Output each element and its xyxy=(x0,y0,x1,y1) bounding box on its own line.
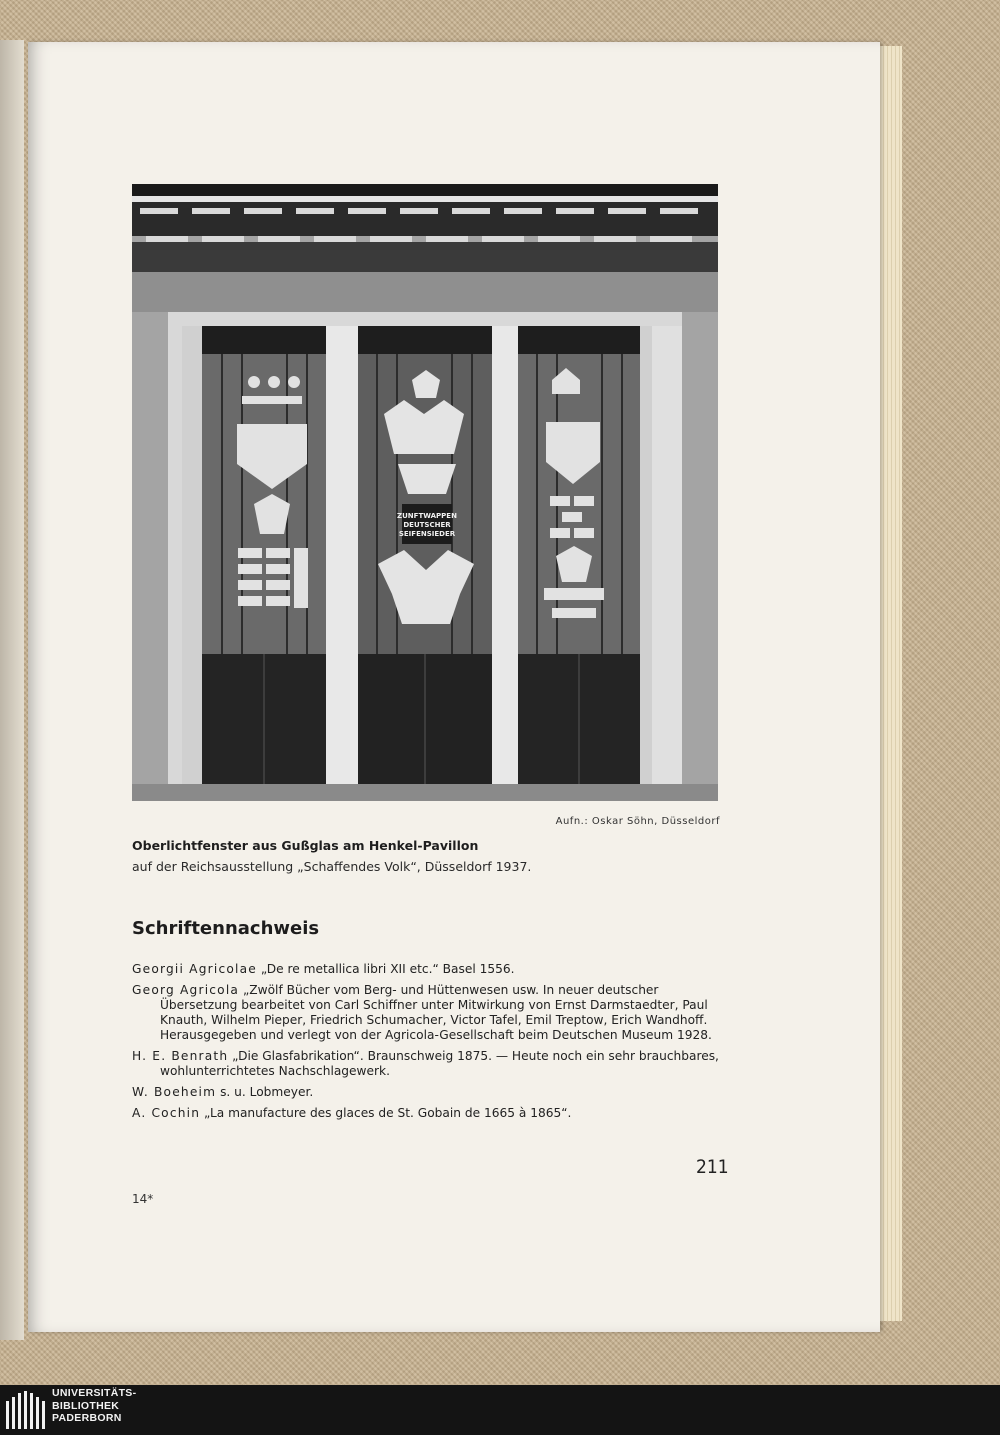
reference-list xyxy=(132,962,722,1127)
section-heading: Schriftennachweis xyxy=(132,918,320,939)
left-page-edge xyxy=(0,40,24,1340)
library-line-3: PADERBORN xyxy=(52,1412,122,1424)
reference-item xyxy=(132,1085,722,1100)
reference-author: Georgii Agricolae xyxy=(132,962,257,976)
reference-text: „Zwölf Bücher vom Berg- und Hüttenwesen usw. In neuer deutscher Übersetzung bearbeitet von Carl Schiffner unter Mitwirkung von Ernst Darmstaedter, Paul Knauth, Wilhelm Pieper, Friedrich Schumacher, Victor Tafel, Emil Treptow, Erich Wandhoff. Herausgegeben und verlegt von der Agricola-Gesellschaft beim Deutschen Museum 1928. xyxy=(160,983,712,1042)
library-line-2: BIBLIOTHEK xyxy=(52,1399,120,1412)
reference-item xyxy=(132,983,722,1043)
reference-item xyxy=(132,1106,722,1121)
photo-credit: Aufn.: Oskar Söhn, Düsseldorf xyxy=(555,816,720,827)
library-name xyxy=(52,1387,136,1425)
book-page xyxy=(28,42,880,1332)
reference-text: s. u. Lobmeyer. xyxy=(216,1085,314,1099)
caption-subtitle: auf der Reichsausstellung „Schaffendes Volk“, Düsseldorf 1937. xyxy=(132,859,532,874)
reference-item xyxy=(132,962,722,977)
caption-title: Oberlichtfenster aus Gußglas am Henkel-Pavillon xyxy=(132,838,479,853)
reference-author: A. Cochin xyxy=(132,1106,201,1120)
library-line-1: UNIVERSITÄTS- xyxy=(52,1387,137,1399)
reference-author: Georg Agricola xyxy=(132,983,240,997)
page-number: 211 xyxy=(696,1156,729,1178)
reference-author: H. E. Benrath xyxy=(132,1049,229,1063)
panel-text-line-1: ZUNFTWAPPEN xyxy=(397,512,457,520)
pavilion-photo xyxy=(132,184,718,801)
library-footer xyxy=(0,1385,1000,1435)
signature-mark: 14* xyxy=(132,1192,154,1206)
reference-text: „De re metallica libri XII etc.“ Basel 1556. xyxy=(256,962,515,976)
reference-author: W. Boeheim xyxy=(132,1085,217,1099)
panel-text-line-2: DEUTSCHER xyxy=(403,521,451,529)
reference-item xyxy=(132,1049,722,1079)
library-logo-icon xyxy=(6,1391,46,1429)
reference-text: „Die Glasfabrikation“. Braunschweig 1875. — Heute noch ein sehr brauchbares, wohlunterrichtetes Nachschlagewerk. xyxy=(160,1049,719,1078)
reference-text: „La manufacture des glaces de St. Gobain de 1665 à 1865“. xyxy=(200,1106,572,1120)
panel-text-line-3: SEIFENSIEDER xyxy=(398,530,456,538)
